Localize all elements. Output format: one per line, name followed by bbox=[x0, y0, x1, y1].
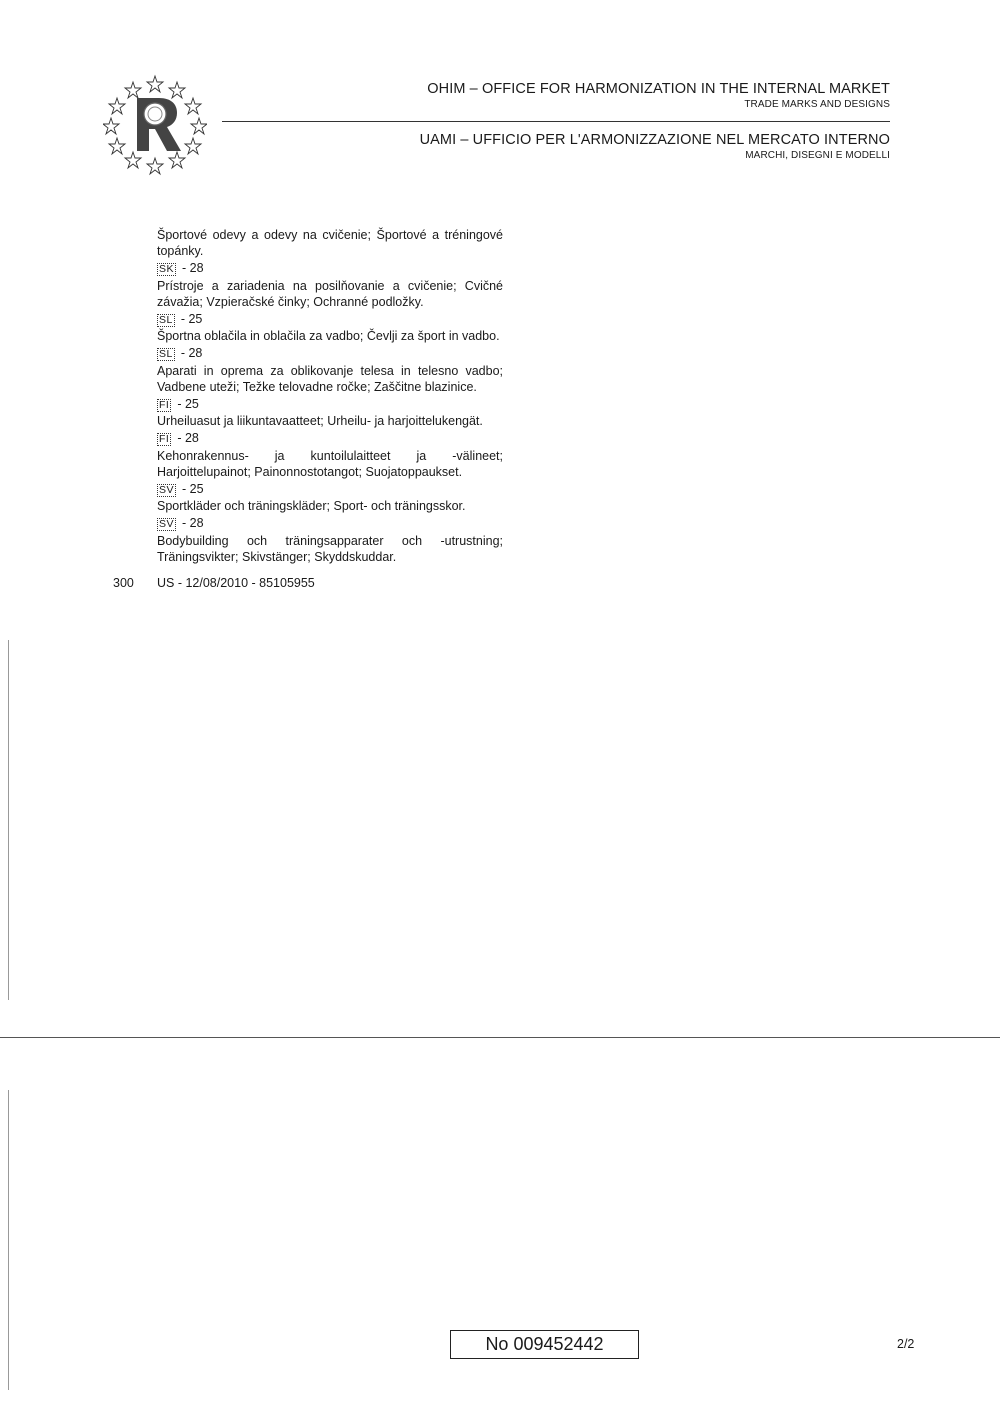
language-code: SK bbox=[159, 263, 175, 276]
language-code: FI bbox=[159, 399, 170, 412]
class-number: - 28 bbox=[182, 261, 204, 276]
language-class-code bbox=[157, 430, 503, 446]
header-subtitle-en: TRADE MARKS AND DESIGNS bbox=[744, 99, 890, 110]
r-mark bbox=[137, 98, 181, 151]
language-code: SV bbox=[159, 518, 175, 531]
star-icon bbox=[125, 82, 141, 98]
priority-claim: US - 12/08/2010 - 85105955 bbox=[157, 576, 315, 590]
field-number: 300 bbox=[113, 576, 134, 590]
goods-text: Športové odevy a odevy na cvičenie; Športové a tréningové topánky. bbox=[157, 228, 503, 259]
goods-text: Aparati in oprema za oblikovanje telesa in telesno vadbo; Vadbene uteži; Težke telovadne ročke; Zaščitne blazinice. bbox=[157, 363, 503, 394]
ohim-logo bbox=[103, 72, 207, 176]
goods-text: Urheiluasut ja liikuntavaatteet; Urheilu- ja harjoittelukengät. bbox=[157, 414, 483, 429]
language-class-code bbox=[157, 345, 503, 361]
language-code: FI bbox=[159, 433, 170, 446]
class-number: - 28 bbox=[177, 431, 199, 446]
language-class-code bbox=[157, 311, 503, 327]
class-number: - 25 bbox=[182, 482, 204, 497]
goods-text: Prístroje a zariadenia na posilňovanie a cvičenie; Cvičné závažia; Vzpieračské činky; Ochranné podložky. bbox=[157, 278, 503, 309]
goods-text: Bodybuilding och träningsapparater och -utrustning; Träningsvikter; Skivstänger; Skyddskuddar. bbox=[157, 533, 503, 564]
goods-list bbox=[157, 227, 503, 565]
language-code: SV bbox=[159, 484, 175, 497]
star-icon bbox=[125, 152, 141, 168]
star-icon bbox=[185, 138, 201, 154]
header-title-en: OHIM – OFFICE FOR HARMONIZATION IN THE INTERNAL MARKET bbox=[427, 81, 890, 97]
star-icon bbox=[147, 158, 163, 174]
language-class-code bbox=[157, 396, 503, 412]
star-icon bbox=[103, 118, 119, 134]
class-number: - 28 bbox=[180, 346, 203, 361]
header-subtitle-it: MARCHI, DISEGNI E MODELLI bbox=[745, 150, 890, 161]
document-number: No 009452442 bbox=[450, 1330, 639, 1359]
language-class-code bbox=[157, 481, 503, 497]
star-icon bbox=[169, 152, 185, 168]
page-number: 2/2 bbox=[897, 1337, 915, 1351]
header-title-it: UAMI – UFFICIO PER L'ARMONIZZAZIONE NEL MERCATO INTERNO bbox=[419, 132, 890, 148]
goods-text: Sportkläder och träningskläder; Sport- och träningsskor. bbox=[157, 499, 466, 514]
page-divider bbox=[0, 1037, 1000, 1038]
scan-margin-mark bbox=[8, 1090, 9, 1390]
class-number: - 28 bbox=[182, 516, 204, 531]
star-icon bbox=[191, 118, 207, 134]
language-class-code bbox=[157, 260, 503, 276]
goods-text: Kehonrakennus- ja kuntoilulaitteet ja -välineet; Harjoittelupainot; Painonnostotangot; Suojatoppaukset. bbox=[157, 448, 503, 479]
star-icon bbox=[185, 98, 201, 114]
star-icon bbox=[109, 98, 125, 114]
class-number: - 25 bbox=[180, 312, 203, 327]
language-code: SL bbox=[159, 314, 173, 327]
language-code: SL bbox=[159, 348, 173, 361]
star-icon bbox=[169, 82, 185, 98]
scan-margin-mark bbox=[8, 640, 9, 1000]
class-number: - 25 bbox=[177, 397, 199, 412]
star-icon bbox=[109, 138, 125, 154]
language-class-code bbox=[157, 515, 503, 531]
goods-text: Športna oblačila in oblačila za vadbo; Čevlji za šport in vadbo. bbox=[157, 329, 500, 344]
header-divider bbox=[222, 121, 890, 122]
star-icon bbox=[147, 76, 163, 92]
